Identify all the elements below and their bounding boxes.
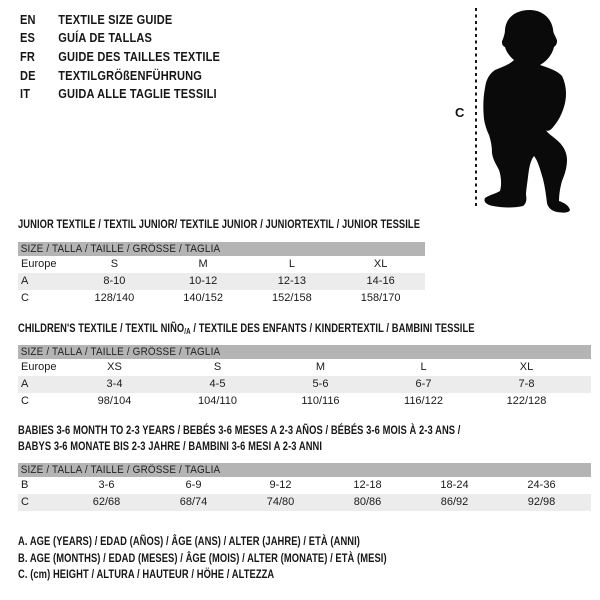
row-label: C [21,292,29,304]
guide-title: TEXTILE SIZE GUIDE [58,11,173,27]
height-cell: 98/104 [97,395,132,407]
age-cell: 12-13 [248,273,337,290]
language-code: DE [20,67,36,83]
row-label: Europe [21,361,57,373]
language-row-fr [20,47,220,66]
table-row-europe [18,359,591,376]
spacer-cell [585,477,591,494]
guide-title: GUÍA DE TALLAS [58,30,153,46]
age-cell: 3-4 [63,376,166,393]
height-cell: 116/122 [404,395,443,407]
guide-title: GUIDE DES TAILLES TEXTILE [58,48,221,64]
language-code: FR [20,48,36,64]
height-cell: 128/140 [94,292,135,304]
height-cell: 74/80 [237,494,324,511]
language-row-de [20,66,220,85]
size-cell: S [213,361,222,373]
guide-title: TEXTILGRÖßENFÜHRUNG [58,67,203,83]
spacer-cell [585,494,591,511]
children-table-title [18,320,475,340]
size-header-row [18,345,591,359]
height-measure-label: C [455,105,465,120]
height-cell: 92/98 [498,494,585,511]
table-row-europe [18,256,425,273]
spacer-cell [578,376,591,393]
row-label: B [21,479,29,491]
height-cell: 158/170 [360,292,401,304]
months-cell: 18-24 [440,479,469,491]
language-header [20,10,220,103]
language-code: IT [20,86,31,102]
row-label: Europe [21,258,57,270]
row-label: C [18,494,63,511]
height-cell: 140/152 [183,292,223,304]
height-cell: 86/92 [411,494,498,511]
language-code: ES [20,30,36,46]
children-title-pre: CHILDREN'S TEXTILE / TEXTIL NIÑO [18,321,185,335]
language-row-es [20,29,220,48]
height-cell: 152/158 [271,292,312,304]
height-cell: 104/110 [198,395,237,407]
table-row-months [18,477,591,494]
children-title-post: / TEXTILE DES ENFANTS / KINDERTEXTIL / BAMBINI TESSILE [190,321,475,335]
size-header-row [18,463,591,477]
size-cell: M [198,258,208,270]
footnote-age-months: B. AGE (MONTHS) / EDAD (MESES) / ÂGE (MOIS) / ALTER (MONATE) / ETÀ (MESI) [18,550,387,565]
spacer-cell [578,393,591,410]
babies-table-title [18,422,460,454]
footnote-age-years: A. AGE (YEARS) / EDAD (AÑOS) / ÂGE (ANS) / ALTER (JAHRE) / ETÀ (ANNI) [18,534,361,548]
height-cell: 68/74 [150,494,237,511]
table-row-height [18,393,591,410]
junior-size-table [18,242,425,307]
size-cell: L [288,258,295,270]
age-cell: 6-7 [372,376,475,393]
footnote-height: C. (cm) HEIGHT / ALTURA / HAUTEUR / HÖHE / ALTEZZA [18,567,275,582]
babies-size-table [18,463,591,511]
age-cell: 14-16 [336,273,425,290]
babies-title-line1: BABIES 3-6 MONTH TO 2-3 YEARS / BEBÉS 3-6 MESES A 2-3 AÑOS / BÉBÉS 3-6 MOIS À 2-3 ANS / [18,423,461,437]
size-header-row [18,242,425,256]
row-label: A [18,376,63,393]
months-cell: 12-18 [353,479,382,491]
children-size-table [18,345,591,410]
age-cell: 8-10 [70,273,159,290]
table-row-height [18,290,425,307]
table-row-age [18,273,425,290]
size-cell: S [110,258,119,270]
age-cell: 5-6 [269,376,372,393]
months-cell: 9-12 [269,479,292,491]
height-cell: 62/68 [63,494,150,511]
months-cell: 24-36 [527,479,556,491]
children-title-sub: /A [184,327,191,336]
row-label: A [18,273,70,290]
language-row-en [20,10,220,29]
spacer-cell [578,359,591,376]
age-cell: 10-12 [159,273,248,290]
baby-silhouette-icon [478,4,598,214]
size-cell: XL [373,258,388,270]
size-header-label: SIZE / TALLA / TAILLE / GRÖSSE / TAGLIA [20,346,221,358]
junior-table-title: JUNIOR TEXTILE / TEXTIL JUNIOR/ TEXTILE JUNIOR / JUNIORTEXTIL / JUNIOR TESSILE [18,217,421,231]
months-cell: 6-9 [185,479,202,491]
age-cell: 4-5 [166,376,269,393]
size-cell: L [420,361,427,373]
language-row-it [20,84,220,103]
height-dashed-line [475,8,477,207]
age-cell: 7-8 [475,376,578,393]
table-row-height [18,494,591,511]
height-cell: 80/86 [324,494,411,511]
footnotes [18,533,387,583]
size-cell: XS [107,361,122,373]
height-cell: 110/116 [301,395,340,407]
size-cell: XL [519,361,534,373]
months-cell: 3-6 [98,479,115,491]
size-header-label: SIZE / TALLA / TAILLE / GRÖSSE / TAGLIA [20,243,221,255]
row-label: C [21,395,29,407]
guide-title: GUIDA ALLE TAGLIE TESSILI [58,86,217,102]
size-header-label: SIZE / TALLA / TAILLE / GRÖSSE / TAGLIA [20,464,221,476]
babies-title-line2: BABYS 3-6 MONATE BIS 2-3 JAHRE / BAMBINI 3-6 MESI A 2-3 ANNI [18,439,323,453]
height-cell: 122/128 [506,395,547,407]
language-code: EN [20,11,36,27]
table-row-age [18,376,591,393]
size-cell: M [315,361,326,373]
